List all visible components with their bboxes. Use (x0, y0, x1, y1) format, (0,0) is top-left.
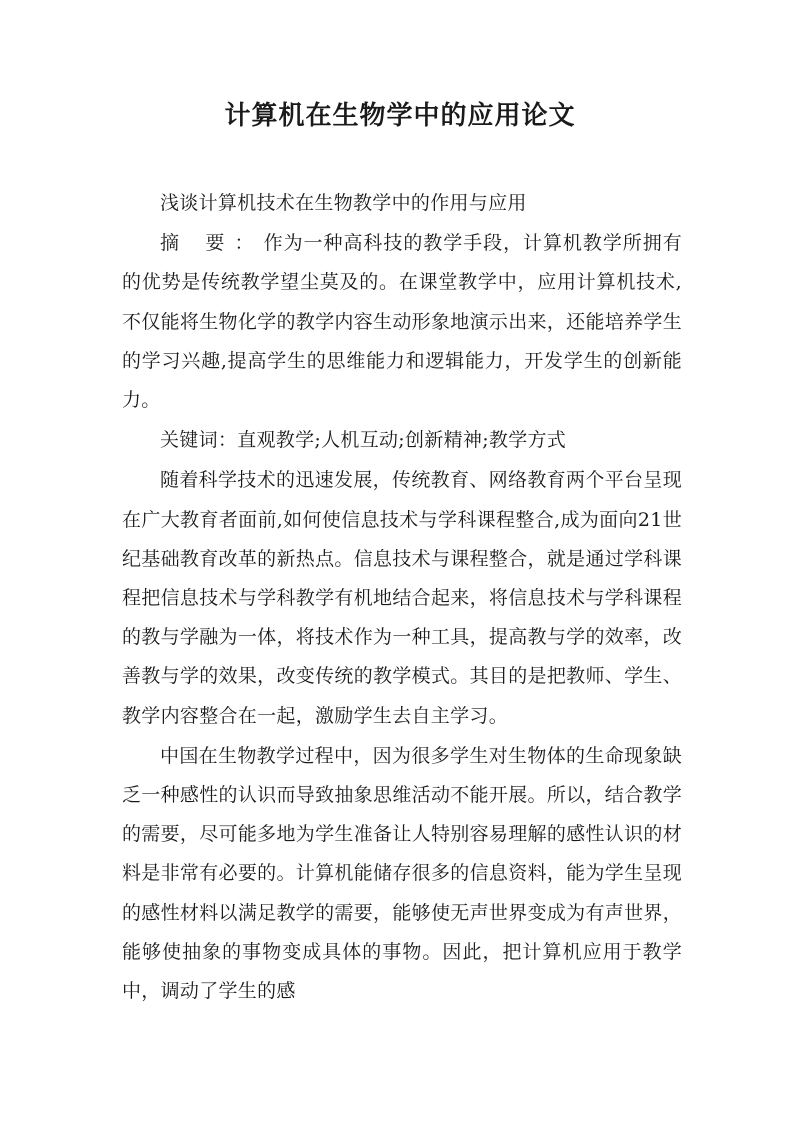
document-title: 计算机在生物学中的应用论文 (224, 101, 576, 131)
body-paragraph-2: 中国在生物教学过程中，因为很多学生对生物体的生命现象缺乏一种感性的认识而导致抽象思维活动不能开展。所以，结合教学的需要，尽可能多地为学生准备让人特别容易理解的感性认识的材料是非常有必要的。计算机能储存很多的信息资料，能为学生呈现的感性材料以满足教学的需要，能够使无声世界变成为有声世界，能够使抽象的事物变成具体的事物。因此，把计算机应用于教学中，调动了学生的感 (122, 744, 682, 1003)
keywords-label: 关键词： (160, 429, 238, 452)
abstract-text: 作为一种高科技的教学手段，计算机教学所拥有的优势是传统教学望尘莫及的。在课堂教学中，应用计算机技术,不仅能将生物化学的教学内容生动形象地演示出来，还能培养学生的学习兴趣,提高学生的思维能力和逻辑能力，开发学生的创新能力。 (122, 232, 682, 412)
body-paragraph-1: 随着科学技术的迅速发展，传统教育、网络教育两个平台呈现在广大教育者面前,如何使信息技术与学科课程整合,成为面向21世纪基础教育改革的新热点。信息技术与课程整合，就是通过学科课程把信息技术与学科教学有机地结合起来，将信息技术与学科课程的教与学融为一体，将技术作为一种工具，提高教与学的效率，改善教与学的效果，改变传统的教学模式。其目的是把教师、学生、教学内容整合在一起，激励学生去自主学习。 (122, 469, 682, 727)
keywords-text: 直观教学;人机互动;创新精神;教学方式 (237, 429, 567, 452)
abstract-paragraph (122, 224, 682, 420)
abstract-label: 摘 要： (160, 232, 264, 255)
document-body (122, 184, 682, 1011)
subtitle: 浅谈计算机技术在生物教学中的作用与应用 (160, 192, 527, 214)
keywords-paragraph (122, 421, 682, 460)
